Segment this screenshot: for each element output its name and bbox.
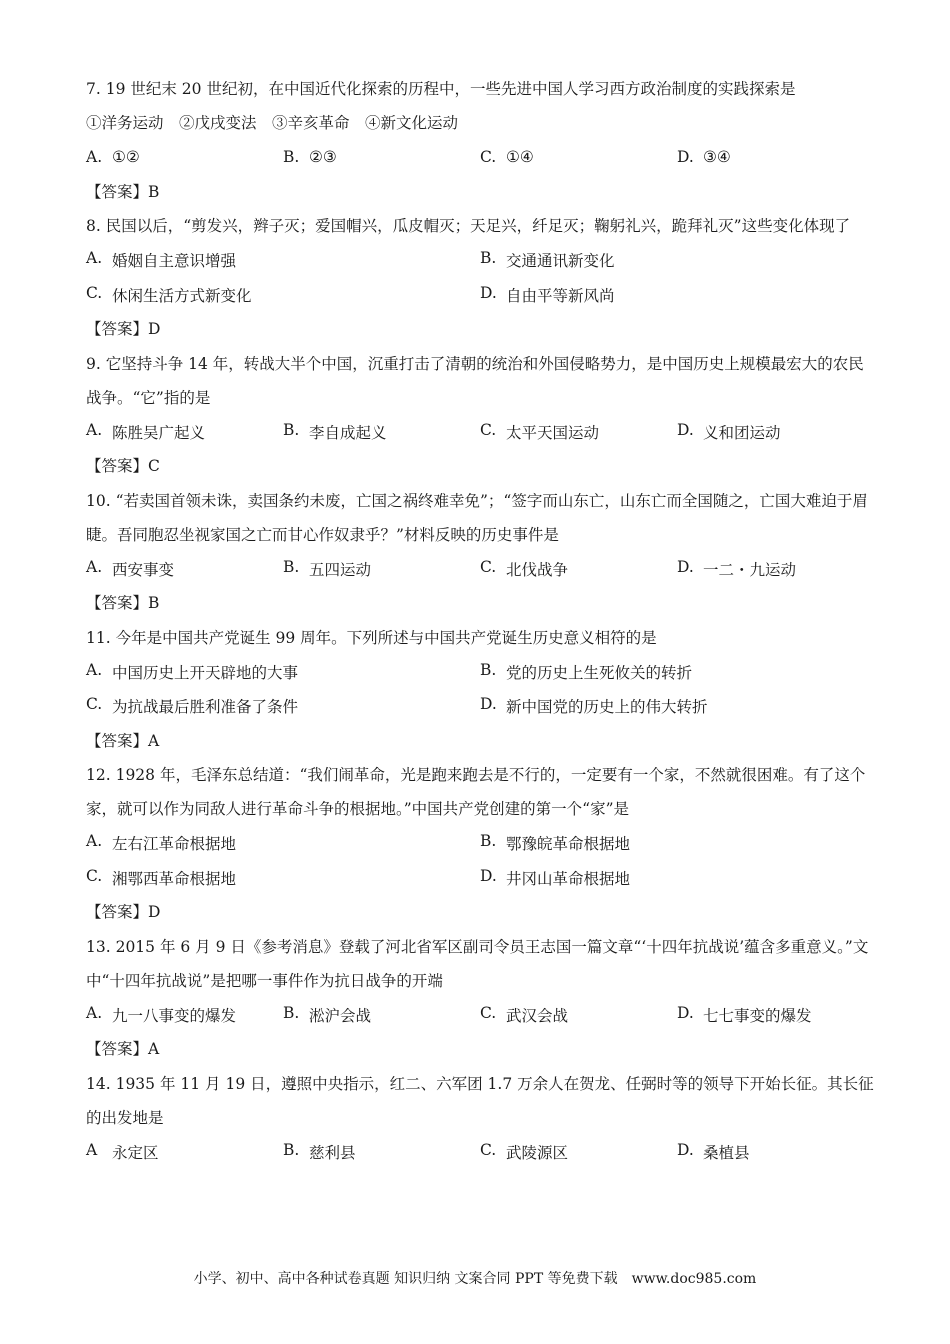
- option-letter: C.: [480, 1140, 497, 1159]
- option-item: [677, 558, 874, 580]
- option-letter: A.: [86, 249, 103, 268]
- option-letter: A.: [86, 832, 103, 851]
- option-text: 慈利县: [309, 1143, 356, 1162]
- option-item: [86, 695, 480, 717]
- option-letter: D.: [677, 557, 694, 576]
- option-text: 休闲生活方式新变化: [112, 286, 252, 305]
- option-text: 新中国党的历史上的伟大转折: [506, 698, 708, 717]
- option-row: [86, 1135, 876, 1170]
- option-item: [86, 1004, 283, 1026]
- question-stem: 8. 民国以后，“剪发兴，辫子灭；爱国帽兴，瓜皮帽灭；天足兴，纤足灭；鞠躬礼兴，跪拜礼灭”这些变化体现了: [86, 217, 851, 235]
- option-text: 鄂豫皖革命根据地: [506, 835, 631, 854]
- option-text: ②③: [309, 148, 337, 167]
- option-item: [283, 148, 480, 166]
- option-item: [86, 661, 480, 683]
- option-text: 武汉会战: [506, 1006, 569, 1025]
- option-row: [86, 689, 876, 724]
- option-item: [86, 249, 480, 271]
- question-block: [86, 209, 876, 347]
- option-row: [86, 998, 876, 1033]
- option-letter: B.: [283, 420, 300, 439]
- option-text: 淞沪会战: [309, 1006, 372, 1025]
- option-item: [480, 661, 874, 683]
- option-item: [677, 1141, 874, 1163]
- option-letter: B.: [480, 249, 497, 268]
- option-letter: C.: [86, 283, 103, 302]
- question-stem: 7. 19 世纪末 20 世纪初，在中国近代化探索的历程中，一些先进中国人学习西方政治制度的实践探索是: [86, 80, 796, 98]
- option-row: [86, 655, 876, 690]
- answer-line: 【答案】C: [86, 457, 160, 475]
- option-letter: A.: [86, 420, 103, 439]
- option-letter: C.: [86, 695, 103, 714]
- option-row: [86, 278, 876, 313]
- option-item: [283, 421, 480, 443]
- option-item: [86, 148, 283, 166]
- option-letter: D.: [677, 1140, 694, 1159]
- option-letter: C.: [480, 557, 497, 576]
- option-text: ①②: [112, 148, 140, 167]
- option-item: [480, 695, 874, 717]
- question-block: [86, 72, 876, 209]
- option-row: [86, 140, 876, 175]
- option-text: 九一八事变的爆发: [112, 1006, 237, 1025]
- option-text: 太平天国运动: [506, 423, 600, 442]
- option-text: 义和团运动: [703, 423, 781, 442]
- option-letter: A.: [86, 148, 103, 167]
- option-text: 左右江革命根据地: [112, 835, 237, 854]
- option-item: [677, 1004, 874, 1026]
- question-block: [86, 347, 876, 484]
- option-row: [86, 826, 876, 861]
- option-letter: D.: [480, 283, 497, 302]
- question-stem: 11. 今年是中国共产党诞生 99 周年。下列所述与中国共产党诞生历史意义相符的是: [86, 628, 657, 647]
- option-text: 西安事变: [112, 560, 175, 579]
- option-item: [283, 1141, 480, 1163]
- option-row: [86, 861, 876, 896]
- page-footer: 小学、初中、高中各种试卷真题 知识归纳 文案合同 PPT 等免费下载 www.doc985.com: [193, 1271, 757, 1287]
- option-item: [283, 558, 480, 580]
- option-item: [480, 1004, 677, 1026]
- option-text: 党的历史上生死攸关的转折: [506, 663, 693, 682]
- option-letter: A.: [86, 660, 103, 679]
- option-letter: A: [86, 1140, 98, 1159]
- option-letter: D.: [677, 420, 694, 439]
- option-item: [86, 867, 480, 889]
- question-block: [86, 621, 876, 759]
- option-letter: C.: [86, 866, 103, 885]
- option-text: 七七事变的爆发: [703, 1006, 812, 1025]
- option-text: 中国历史上开天辟地的大事: [112, 663, 299, 682]
- option-text: 永定区: [112, 1143, 159, 1162]
- option-text: 井冈山革命根据地: [506, 869, 631, 888]
- answer-line: 【答案】B: [86, 594, 160, 612]
- question-stem: 12. 1928 年，毛泽东总结道：“我们闹革命，光是跑来跑去是不行的，一定要有一个家，不然就很困难。有了这个家，就可以作为同敌人进行革命斗争的根据地。”中国共产党创建的第一个“家”是: [86, 766, 866, 818]
- option-text: 李自成起义: [309, 423, 387, 442]
- option-item: [86, 832, 480, 854]
- option-letter: C.: [480, 420, 497, 439]
- option-item: [86, 421, 283, 443]
- option-letter: D.: [677, 1003, 694, 1022]
- option-letter: C.: [480, 148, 497, 167]
- option-item: [480, 867, 874, 889]
- option-text: 婚姻自主意识增强: [112, 252, 237, 271]
- option-letter: D.: [480, 866, 497, 885]
- option-text: 北伐战争: [506, 560, 569, 579]
- question-stem: 10. “若卖国首领未诛，卖国条约未废，亡国之祸终难幸免”；“签字而山东亡，山东亡而全国随之，亡国大难迫于眉睫。吾同胞忍坐视家国之亡而甘心作奴隶乎？”材料反映的历史事件是: [86, 491, 868, 544]
- answer-line: 【答案】D: [86, 903, 161, 921]
- option-item: [480, 558, 677, 580]
- document-body: [86, 72, 876, 1169]
- option-item: [677, 421, 874, 443]
- answer-line: 【答案】D: [86, 320, 161, 338]
- question-block: [86, 758, 876, 930]
- option-item: [677, 148, 874, 166]
- option-text: 桑植县: [703, 1143, 750, 1162]
- option-text: ③④: [703, 148, 731, 167]
- option-text: 为抗战最后胜利准备了条件: [112, 698, 299, 717]
- option-letter: B.: [480, 832, 497, 851]
- question-stem: 9. 它坚持斗争 14 年，转战大半个中国，沉重打击了清朝的统治和外国侵略势力，是中国历史上规模最宏大的农民战争。“它”指的是: [86, 354, 864, 407]
- answer-line: 【答案】A: [86, 1040, 160, 1058]
- option-row: [86, 243, 876, 278]
- option-item: [480, 1141, 677, 1163]
- option-item: [480, 284, 874, 306]
- option-letter: D.: [480, 695, 497, 714]
- option-item: [86, 284, 480, 306]
- option-row: [86, 552, 876, 587]
- option-text: 湘鄂西革命根据地: [112, 869, 237, 888]
- option-letter: D.: [677, 148, 694, 167]
- option-item: [86, 1141, 283, 1163]
- option-item: [283, 1004, 480, 1026]
- option-text: 一二・九运动: [703, 560, 797, 579]
- option-text: ①④: [506, 148, 534, 167]
- option-text: 交通通讯新变化: [506, 252, 615, 271]
- option-letter: B.: [283, 1003, 300, 1022]
- question-block: [86, 1067, 876, 1170]
- option-letter: A.: [86, 557, 103, 576]
- question-block: [86, 484, 876, 621]
- option-item: [86, 558, 283, 580]
- option-item: [480, 249, 874, 271]
- option-text: 自由平等新风尚: [506, 286, 615, 305]
- option-text: 五四运动: [309, 560, 372, 579]
- answer-line: 【答案】A: [86, 731, 160, 750]
- option-item: [480, 832, 874, 854]
- question-items: ①洋务运动 ②戊戌变法 ③辛亥革命 ④新文化运动: [86, 114, 459, 132]
- question-block: [86, 930, 876, 1067]
- option-text: 武陵源区: [506, 1143, 569, 1162]
- answer-line: 【答案】B: [86, 182, 160, 201]
- option-item: [480, 148, 677, 166]
- option-letter: A.: [86, 1003, 103, 1022]
- option-item: [480, 421, 677, 443]
- option-text: 陈胜吴广起义: [112, 423, 206, 442]
- option-letter: C.: [480, 1003, 497, 1022]
- option-letter: B.: [283, 557, 300, 576]
- question-stem: 13. 2015 年 6 月 9 日《参考消息》登载了河北省军区副司令员王志国一篇文章“‘十四年抗战说’蕴含多重意义。”文中“十四年抗战说”是把哪一事件作为抗日战争的开端: [86, 937, 869, 990]
- option-letter: B.: [480, 660, 497, 679]
- option-letter: B.: [283, 1140, 300, 1159]
- option-letter: B.: [283, 148, 300, 167]
- question-stem: 14. 1935 年 11 月 19 日，遵照中央指示，红二、六军团 1.7 万余人在贺龙、任弼时等的领导下开始长征。其长征的出发地是: [86, 1074, 874, 1127]
- option-row: [86, 415, 876, 450]
